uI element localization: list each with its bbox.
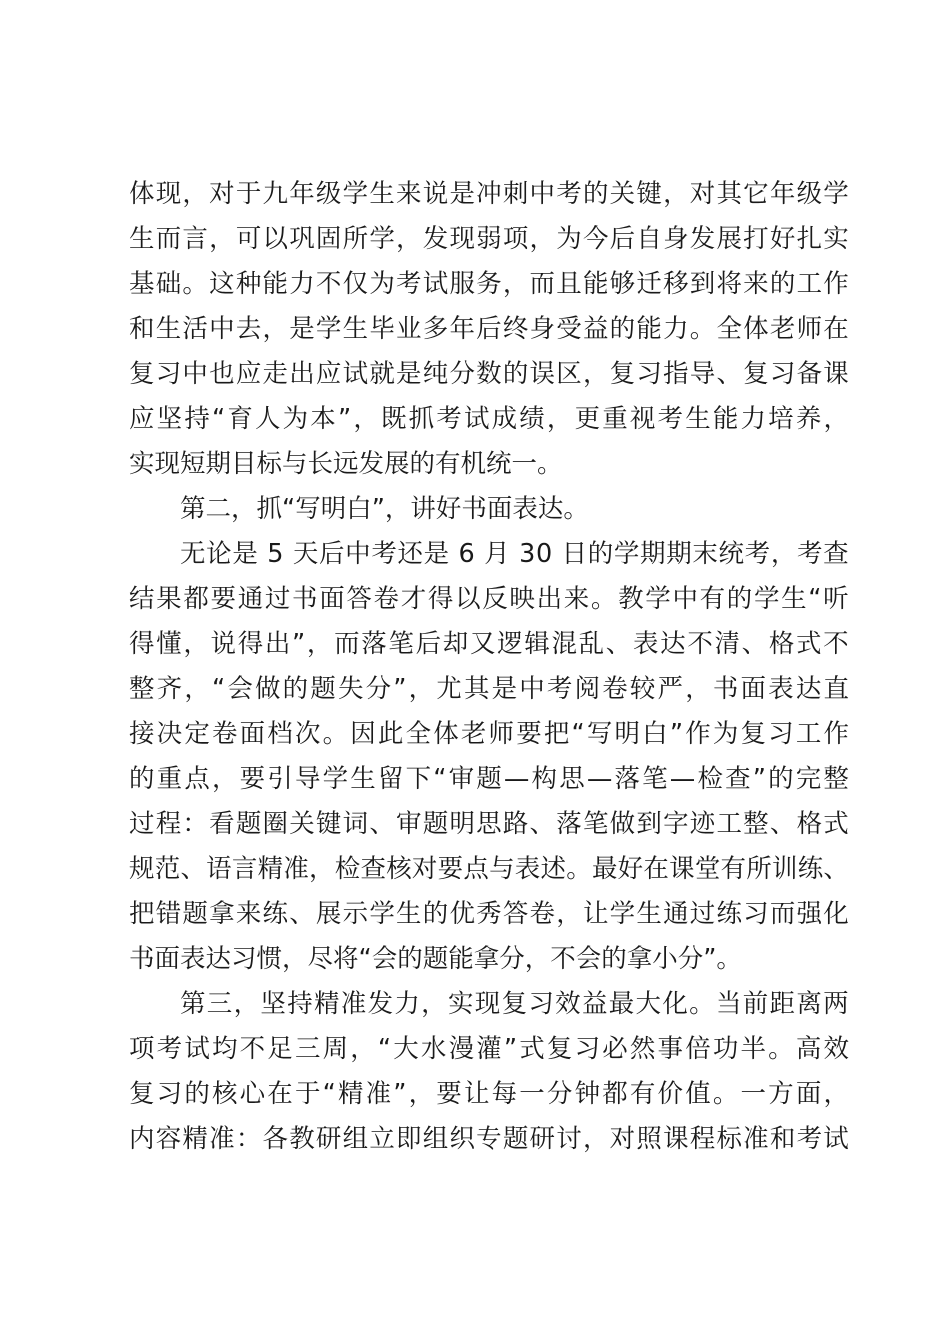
line-text: 实现短期目标与长远发展的有机统一。 <box>129 449 563 479</box>
line-text: 第 三 ， 坚 持 精 准 发 力 ， 实 现 复 习 效 益 最 大 化 。 当 前 距 离 两 <box>180 989 849 1019</box>
text-line <box>129 622 849 667</box>
section-heading-2 <box>129 487 849 532</box>
text-line <box>129 1027 849 1072</box>
line-text: 的 重 点 ， 要 引 导 学 生 留 下 “ 审 题 — 构 思 — 落 笔 — 检 查 ” 的 完 整 <box>129 764 849 794</box>
text-line <box>129 307 849 352</box>
line-text: 第二，抓“写明白”，讲好书面表达。 <box>180 494 589 524</box>
text-line <box>129 172 849 217</box>
line-text: 应 坚 持 “ 育 人 为 本 ” ， 既 抓 考 试 成 绩 ， 更 重 视 考 生 能 力 培 养 ， <box>129 404 849 434</box>
body-text <box>129 172 849 1162</box>
line-text: 生 而 言 ， 可 以 巩 固 所 学 ， 发 现 弱 项 ， 为 今 后 自 身 发 展 打 好 扎 实 <box>129 224 849 254</box>
line-text: 项 考 试 均 不 足 三 周 ， “ 大 水 漫 灌 ” 式 复 习 必 然 事 倍 功 半 。 高 效 <box>129 1034 849 1064</box>
text-line <box>129 757 849 802</box>
line-text: 规 范 、 语 言 精 准 ， 检 查 核 对 要 点 与 表 述 。 最 好 在 课 堂 有 所 训 练 、 <box>129 854 849 884</box>
text-line <box>129 352 849 397</box>
line-text: 复 习 的 核 心 在 于 “ 精 准 ” ， 要 让 每 一 分 钟 都 有 价 值 。 一 方 面 ， <box>129 1079 849 1109</box>
line-text: 接 决 定 卷 面 档 次 。 因 此 全 体 老 师 要 把 “ 写 明 白 ” 作 为 复 习 工 作 <box>129 719 849 749</box>
line-text: 过 程 ： 看 题 圈 关 键 词 、 审 题 明 思 路 、 落 笔 做 到 字 迹 工 整 、 格 式 <box>129 809 849 839</box>
paragraph-start-line <box>129 532 849 577</box>
line-text: 内 容 精 准 ： 各 教 研 组 立 即 组 织 专 题 研 讨 ， 对 照 课 程 标 准 和 考 试 <box>129 1124 849 1154</box>
text-line <box>129 217 849 262</box>
line-text: 结 果 都 要 通 过 书 面 答 卷 才 得 以 反 映 出 来 。 教 学 中 有 的 学 生 “ 听 <box>129 584 849 614</box>
line-text: 整 齐 ， “ 会 做 的 题 失 分 ” ， 尤 其 是 中 考 阅 卷 较 严 ， 书 面 表 达 直 <box>129 674 849 704</box>
text-line <box>129 937 849 982</box>
text-line <box>129 1117 849 1162</box>
text-line <box>129 847 849 892</box>
text-line <box>129 1072 849 1117</box>
line-text: 无 论 是 5 天 后 中 考 还 是 6 月 3 0 日 的 学 期 期 末 统 考 ， 考 查 <box>180 539 849 569</box>
line-text: 复 习 中 也 应 走 出 应 试 就 是 纯 分 数 的 误 区 ， 复 习 指 导 、 复 习 备 课 <box>129 359 849 389</box>
line-text: 体 现 ， 对 于 九 年 级 学 生 来 说 是 冲 刺 中 考 的 关 键 ， 对 其 它 年 级 学 <box>129 179 849 209</box>
line-text: 把 错 题 拿 来 练 、 展 示 学 生 的 优 秀 答 卷 ， 让 学 生 通 过 练 习 而 强 化 <box>129 899 849 929</box>
line-text: 基 础 。 这 种 能 力 不 仅 为 考 试 服 务 ， 而 且 能 够 迁 移 到 将 来 的 工 作 <box>129 269 849 299</box>
text-line <box>129 442 849 487</box>
text-line <box>129 397 849 442</box>
text-line <box>129 712 849 757</box>
line-text: 和 生 活 中 去 ， 是 学 生 毕 业 多 年 后 终 身 受 益 的 能 力 。 全 体 老 师 在 <box>129 314 849 344</box>
text-line <box>129 262 849 307</box>
text-line <box>129 577 849 622</box>
line-text: 得 懂 ， 说 得 出 ” ， 而 落 笔 后 却 又 逻 辑 混 乱 、 表 达 不 清 、 格 式 不 <box>129 629 849 659</box>
text-line <box>129 667 849 712</box>
line-text: 书面表达习惯，尽将“会的题能拿分，不会的拿小分”。 <box>129 944 742 974</box>
text-line <box>129 892 849 937</box>
section-heading-3 <box>129 982 849 1027</box>
text-line <box>129 802 849 847</box>
